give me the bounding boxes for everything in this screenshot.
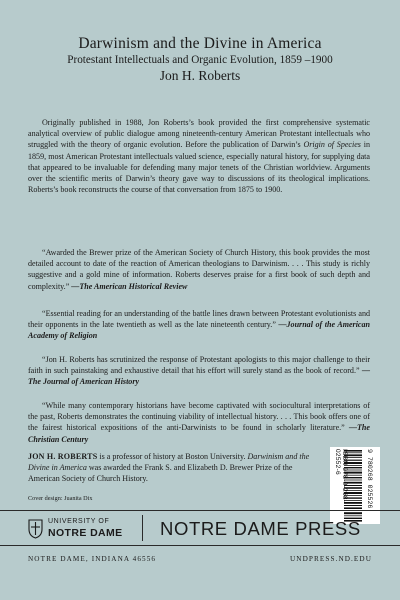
university-logo — [28, 518, 138, 542]
book-description — [28, 117, 370, 195]
university-of-label: UNIVERSITY OF — [48, 518, 110, 525]
cover-design-credit: Cover design: Juanita Dix — [28, 495, 93, 502]
quote-source: —Journal of the American Academy of Religion — [28, 320, 370, 341]
cover-header — [0, 34, 400, 84]
book-author: Jon H. Roberts — [159, 68, 241, 83]
quote-source: —The Christian Century — [28, 423, 370, 444]
author-bio-book: Darwinism and the Divine in America — [28, 452, 310, 473]
isbn-barcode — [330, 447, 380, 524]
origin-of-species-title: Origin of Species — [303, 140, 361, 150]
quote-text: “Jon H. Roberts has scrutinized the response of Protestant apologists to this major challenge to their faith in such painstaking and exhaustive detail that his effort will surely stand as the book of record.” — [28, 355, 370, 376]
review-quote — [28, 247, 370, 292]
quote-source: —The American Historical Review — [69, 281, 188, 291]
quote-source: —The Journal of American History — [28, 366, 370, 387]
description-part-2: in 1859, most American Protestant intellectuals valued science, especially natural history, for supplying data that appeared to be invaluable for defending many major tenets of the Christian worldview. Arguments over the scientific merits of Darwin’s theory gave way to discussions of its theological implications. Roberts’s book reconstructs the course of that conversation from 1875 to 1900. — [28, 140, 370, 195]
book-title: Darwinism and the Divine in America — [78, 35, 322, 52]
quote-text: “While many contemporary historians have become captivated with sociocultural interpretations of the past, Roberts demonstrates the continuing viability of intellectual history. . . . This book offers one of the fairest historical expositions of the anti-Darwinists to be found in scholarly literature.” — [28, 401, 370, 433]
barcode-digits: 9 780268 025526 — [366, 449, 373, 509]
logo-divider — [142, 515, 143, 541]
review-quote — [28, 354, 370, 388]
footer-top-rule — [0, 510, 400, 511]
author-bio-text-2: was awarded the Frank S. and Elizabeth D. Brewer Prize of the American Society of Church History. — [28, 463, 293, 484]
quote-text: “Essential reading for an understanding of the battle lines drawn between Protestant evolutionists and their opponents in the late twentieth as well as the late nineteenth century.” — [28, 309, 370, 330]
quote-text: “Awarded the Brewer prize of the American Society of Church History, this book provides the most detailed account to date of the reaction of American theologians to Darwinism. . . . This study is richly suggestive and a gold mine of information. Roberts deserves praise for a first book of such depth and complexity.” — [28, 248, 370, 291]
publisher-website: UNDPRESS.ND.EDU — [290, 555, 372, 563]
book-subtitle: Protestant Intellectuals and Organic Evolution, 1859 –1900 — [67, 54, 333, 66]
description-part-1: Originally published in 1988, Jon Roberts’s book provided the first comprehensive systematic analytical overview of public dialogue among nineteenth-century American Protestant intellectuals who struggled with the theory of organic evolution. Before the publication of Darwin’s — [28, 118, 370, 150]
review-quote — [28, 400, 370, 445]
author-bio-name: JON H. ROBERTS — [28, 452, 98, 461]
review-quote — [28, 308, 370, 342]
publisher-location: NOTRE DAME, INDIANA 46556 — [28, 555, 157, 563]
shield-icon — [28, 519, 43, 539]
isbn-text: ISBN 978-0-268-02552-6 — [334, 449, 348, 503]
author-bio-text-1: is a professor of history at Boston University. — [97, 452, 248, 461]
author-bio — [28, 451, 323, 485]
university-name: NOTRE DAME — [48, 527, 123, 539]
publisher-name: NOTRE DAME PRESS — [160, 518, 361, 539]
footer-bottom-rule — [0, 545, 400, 546]
